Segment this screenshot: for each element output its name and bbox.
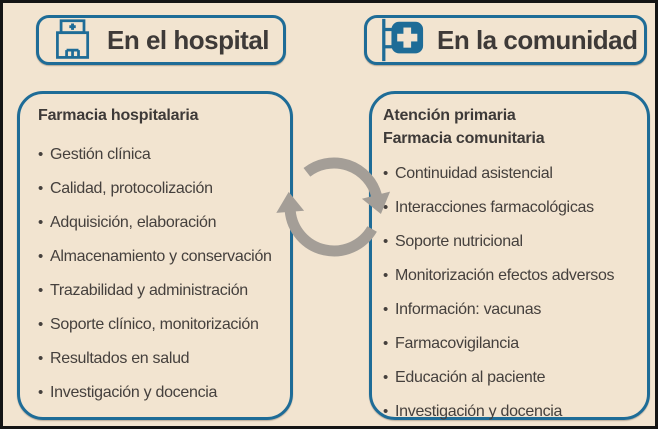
panel-title-hospital: Farmacia hospitalaria bbox=[38, 107, 199, 124]
cycle-arrows-icon bbox=[274, 147, 394, 267]
hospital-item-list bbox=[38, 138, 284, 410]
list-item: • Interacciones farmacológicas bbox=[383, 191, 643, 225]
list-item: • Resultados en salud bbox=[38, 342, 284, 376]
hospital-building-icon bbox=[51, 17, 95, 63]
list-item: • Gestión clínica bbox=[38, 138, 284, 172]
header-hospital bbox=[36, 15, 286, 65]
list-item: • Almacenamiento y conservación bbox=[38, 240, 284, 274]
panel-title-community-line2: Farmacia comunitaria bbox=[383, 130, 545, 147]
list-item: • Investigación y docencia bbox=[38, 376, 284, 410]
list-item: • Educación al paciente bbox=[383, 361, 643, 395]
list-item: • Soporte nutricional bbox=[383, 225, 643, 259]
list-item: • Continuidad asistencial bbox=[383, 157, 643, 191]
panel-farmacia-hospitalaria bbox=[17, 91, 293, 420]
header-hospital-label: En el hospital bbox=[107, 24, 270, 55]
pharmacy-sign-icon bbox=[379, 17, 425, 63]
list-item: • Trazabilidad y administración bbox=[38, 274, 284, 308]
list-item: • Monitorización efectos adversos bbox=[383, 259, 643, 293]
list-item: • Farmacovigilancia bbox=[383, 327, 643, 361]
community-item-list bbox=[383, 157, 643, 429]
panel-farmacia-comunitaria bbox=[369, 91, 650, 420]
list-item: • Calidad, protocolización bbox=[38, 172, 284, 206]
panel-title-community-line1: Atención primaria bbox=[383, 107, 516, 124]
list-item: • Investigación y docencia bbox=[383, 395, 643, 429]
list-item: • Adquisición, elaboración bbox=[38, 206, 284, 240]
header-community-label: En la comunidad bbox=[437, 24, 638, 55]
list-item: • Información: vacunas bbox=[383, 293, 643, 327]
header-community bbox=[364, 15, 647, 65]
list-item: • Soporte clínico, monitorización bbox=[38, 308, 284, 342]
